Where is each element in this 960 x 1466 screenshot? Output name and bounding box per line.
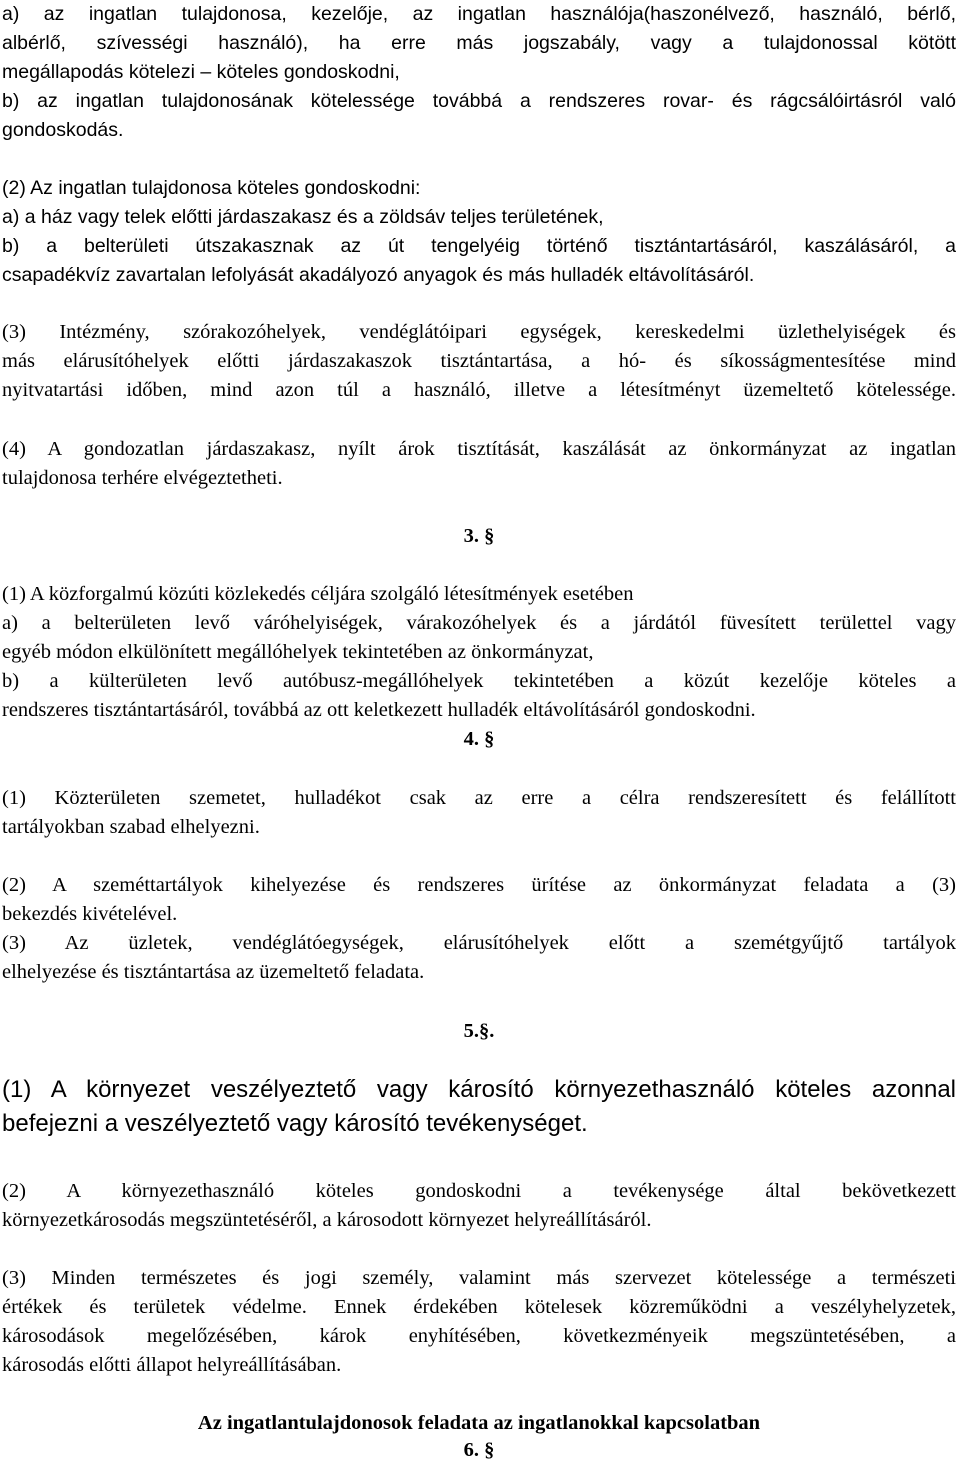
section-heading: 3. § bbox=[463, 525, 495, 547]
text-line: (3) Az üzletek, vendéglátóegységek, elárusítóhelyek előtt a szemétgyűjtő tartályok bbox=[2, 932, 956, 954]
text-line: b) az ingatlan tulajdonosának kötelessége továbbá a rendszeres rovar- és rágcsálóirtásról való bbox=[2, 90, 956, 112]
text-line: károsodás előtti állapot helyreállításában. bbox=[2, 1354, 342, 1376]
text-line: (1) Közterületen szemetet, hulladékot csak az erre a célra rendszeresített és felállított bbox=[2, 787, 956, 809]
text-line: (2) A szeméttartályok kihelyezése és rendszeres ürítése az önkormányzat feladata a (3) bbox=[2, 874, 956, 896]
section-heading: 4. § bbox=[463, 728, 495, 750]
text-line: más elárusítóhelyek előtti járdaszakaszok tisztántartása, a hó- és síkosságmentesítése mind bbox=[2, 350, 956, 372]
text-line: csapadékvíz zavartalan lefolyását akadályozó anyagok és más hulladék eltávolításáról. bbox=[2, 264, 755, 286]
text-line: a) a ház vagy telek előtti járdaszakasz és a zöldsáv teljes területének, bbox=[2, 206, 604, 228]
text-line: (3) Minden természetes és jogi személy, valamint más szervezet kötelessége a természeti bbox=[2, 1267, 956, 1289]
text-line: tulajdonosa terhére elvégeztetheti. bbox=[2, 467, 283, 489]
text-line: (2) A környezethasználó köteles gondoskodni a tevékenysége által bekövetkezett bbox=[2, 1180, 956, 1202]
text-line: a) a belterületen levő váróhelyiségek, várakozóhelyek és a járdától füvesített területtel vagy bbox=[2, 612, 956, 634]
text-line: albérlő, szívességi használó), ha erre más jogszabály, vagy a tulajdonossal kötött bbox=[2, 32, 956, 54]
text-line: (1) A környezet veszélyeztető vagy károsító környezethasználó köteles azonnal bbox=[2, 1076, 956, 1103]
text-line: (3) Intézmény, szórakozóhelyek, vendéglátóipari egységek, kereskedelmi üzlethelyiségek és bbox=[2, 321, 956, 343]
text-line: nyitvatartási időben, mind azon túl a használó, illetve a létesítményt üzemeltető kötelessége. bbox=[2, 379, 956, 401]
text-line: környezetkárosodás megszüntetéséről, a károsodott környezet helyreállításáról. bbox=[2, 1209, 652, 1231]
text-line: (4) A gondozatlan járdaszakasz, nyílt árok tisztítását, kaszálását az önkormányzat az ingatlan bbox=[2, 438, 956, 460]
chapter-title: Az ingatlantulajdonosok feladata az ingatlanokkal kapcsolatban bbox=[197, 1412, 761, 1434]
text-line: értékek és területek védelme. Ennek érdekében kötelesek közreműködni a veszélyhelyzetek, bbox=[2, 1296, 956, 1318]
text-line: tartályokban szabad elhelyezni. bbox=[2, 816, 260, 838]
text-line: gondoskodás. bbox=[2, 119, 124, 141]
text-line: a) az ingatlan tulajdonosa, kezelője, az ingatlan használója(haszonélvező, használó, bérlő, bbox=[2, 3, 956, 25]
text-line: rendszeres tisztántartásáról, továbbá az ott keletkezett hulladék eltávolításáról gondoskodni. bbox=[2, 699, 756, 721]
section-heading: 5.§. bbox=[463, 1020, 495, 1042]
text-line: károsodások megelőzésében, károk enyhítésében, következményeik megszüntetésében, a bbox=[2, 1325, 956, 1347]
text-line: megállapodás kötelezi – köteles gondoskodni, bbox=[2, 61, 400, 83]
text-line: b) a külterületen levő autóbusz-megállóhelyek tekintetében a közút kezelője köteles a bbox=[2, 670, 956, 692]
text-line: elhelyezése és tisztántartása az üzemeltető feladata. bbox=[2, 961, 425, 983]
section-heading: 6. § bbox=[463, 1439, 495, 1461]
text-line: (2) Az ingatlan tulajdonosa köteles gondoskodni: bbox=[2, 177, 421, 199]
text-line: b) a belterületi útszakasznak az út tengelyéig történő tisztántartásáról, kaszálásáról, a bbox=[2, 235, 956, 257]
text-line: befejezni a veszélyeztető vagy károsító tevékenységet. bbox=[2, 1110, 588, 1137]
text-line: egyéb módon elkülönített megállóhelyek tekintetében az önkormányzat, bbox=[2, 641, 594, 663]
text-line: bekezdés kivételével. bbox=[2, 903, 178, 925]
text-line: (1) A közforgalmú közúti közlekedés céljára szolgáló létesítmények esetében bbox=[2, 583, 634, 605]
